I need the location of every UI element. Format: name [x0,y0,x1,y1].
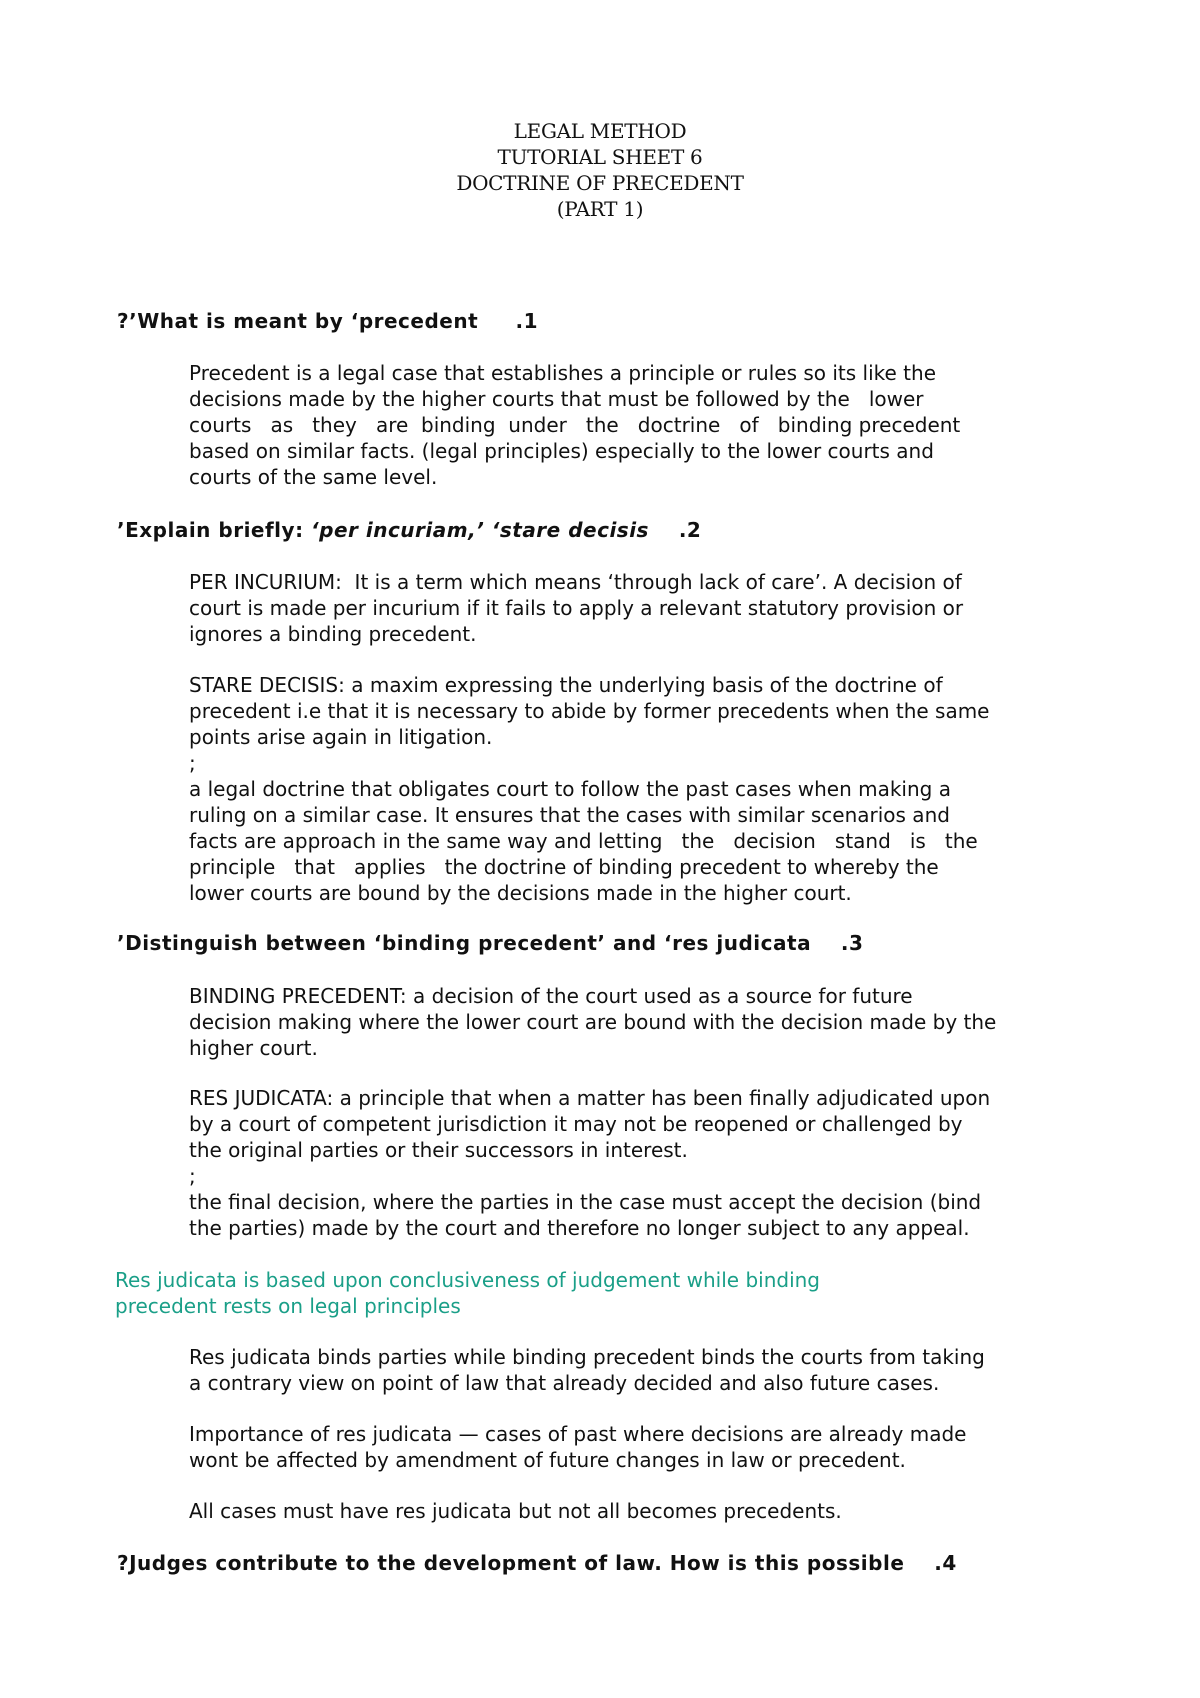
answer-line: PER INCURIUM: It is a term which means ‘through lack of care’. A decision of [189,570,962,594]
answer-line: the original parties or their successors in interest. [189,1138,688,1162]
note-line: Res judicata is based upon conclusiveness of judgement while binding [115,1268,820,1292]
note-line: precedent rests on legal principles [115,1294,461,1318]
answer-1 [189,360,1089,490]
answer-line: courts of the same level. [189,465,438,489]
answer-2-stare-decisis [189,672,1089,906]
answer-line: Precedent is a legal case that establishes a principle or rules so its like the [189,361,937,385]
answer-line: principle that applies the doctrine of binding precedent to whereby the [189,855,939,879]
answer-line: Res judicata binds parties while binding precedent binds the courts from taking [189,1345,985,1369]
answer-3-res-judicata [189,1085,1089,1241]
answer-line: ; [189,1164,196,1188]
answer-line: facts are approach in the same way and letting the decision stand is the [189,829,978,853]
answer-line: higher court. [189,1036,318,1060]
answer-line: points arise again in litigation. [189,725,493,749]
answer-line: RES JUDICATA: a principle that when a matter has been finally adjudicated upon [189,1086,991,1110]
answer-line: lower courts are bound by the decisions made in the higher court. [189,881,852,905]
part-label: (PART 1) [556,197,644,221]
answer-3-binding-precedent [189,983,1089,1061]
course-title: LEGAL METHOD [513,119,687,143]
answer-line: a contrary view on point of law that already decided and also future cases. [189,1371,940,1395]
answer-line: ; [189,751,196,775]
question-2-prefix: ’Explain briefly: [117,518,312,542]
answer-line: courts as they are binding under the doctrine of binding precedent [189,413,961,437]
question-4: ?Judges contribute to the development of law. How is this possible .4 [117,1551,957,1575]
answer-line: decisions made by the higher courts that must be followed by the lower [189,387,924,411]
answer-3-binds-parties [189,1344,1089,1396]
answer-3-importance [189,1421,1089,1473]
answer-line: ignores a binding precedent. [189,622,477,646]
highlighted-note [115,1267,820,1319]
sheet-number: TUTORIAL SHEET 6 [497,145,703,169]
question-2-terms: ‘per incuriam,’ ‘stare decisis [311,518,649,542]
answer-2-per-incuriam [189,569,1089,647]
question-2-number: .2 [648,518,702,542]
answer-line: by a court of competent jurisdiction it may not be reopened or challenged by [189,1112,963,1136]
answer-line: Importance of res judicata — cases of past where decisions are already made [189,1422,967,1446]
answer-line: ruling on a similar case. It ensures that the cases with similar scenarios and [189,803,950,827]
answer-line: All cases must have res judicata but not all becomes precedents. [189,1499,842,1523]
question-2 [117,517,701,543]
answer-line: the final decision, where the parties in the case must accept the decision (bind [189,1190,982,1214]
document-title-block [0,118,1200,222]
answer-line: BINDING PRECEDENT: a decision of the court used as a source for future [189,984,913,1008]
answer-line: a legal doctrine that obligates court to follow the past cases when making a [189,777,951,801]
answer-line: court is made per incurium if it fails to apply a relevant statutory provision or [189,596,964,620]
question-3: ’Distinguish between ‘binding precedent’ and ‘res judicata .3 [117,931,864,955]
answer-3-all-cases [189,1498,1089,1524]
answer-line: decision making where the lower court are bound with the decision made by the [189,1010,997,1034]
answer-line: the parties) made by the court and therefore no longer subject to any appeal. [189,1216,970,1240]
answer-line: wont be affected by amendment of future changes in law or precedent. [189,1448,906,1472]
topic-title: DOCTRINE OF PRECEDENT [456,171,744,195]
question-1: ?’What is meant by ‘precedent .1 [117,309,538,333]
answer-line: based on similar facts. (legal principles) especially to the lower courts and [189,439,934,463]
answer-line: precedent i.e that it is necessary to abide by former precedents when the same [189,699,990,723]
answer-line: STARE DECISIS: a maxim expressing the underlying basis of the doctrine of [189,673,943,697]
